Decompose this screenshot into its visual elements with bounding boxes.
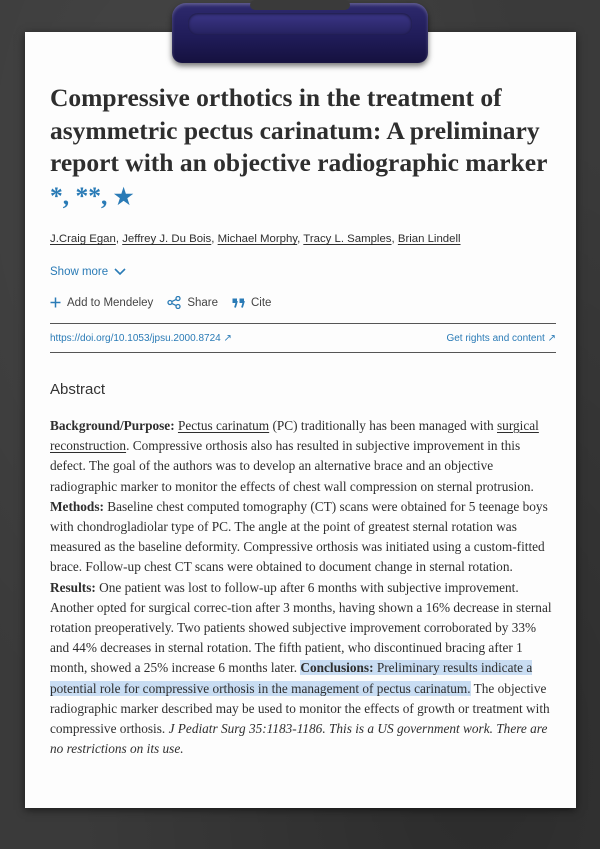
footnote-marks[interactable]: *, **, [50,180,108,210]
article-title [50,82,556,213]
rights-link[interactable]: Get rights and content ↗ [446,333,556,344]
author-link[interactable]: Michael Morphy [217,233,298,245]
surgical-reconstruction-link[interactable]: surgical reconstruction [50,418,539,454]
abstract-text: (PC) traditionally has been managed with [269,418,497,433]
mendeley-label: Add to Mendeley [67,296,154,309]
cite-label: Cite [251,296,272,309]
share-icon [167,296,181,309]
conclusions-label: Conclusions: [300,660,374,676]
abstract-text: The objective radiographic marker described may be used to monitor the effects of growth or treatment with compressive orthosis. [50,680,550,737]
author-list: J.Craig Egan, Jeffrey J. Du Bois, Michael Morphy, Tracy L. Samples, Brian Lindell [50,233,461,245]
show-more-label: Show more [50,266,109,278]
clip-hole [250,0,350,10]
article-toolbar [50,296,556,309]
doi-row [50,324,556,353]
share-button[interactable] [167,296,218,309]
results-label: Results: [50,579,96,595]
author-link[interactable]: Tracy L. Samples [303,233,392,245]
chevron-down-icon [114,268,126,276]
article-title-text: Compressive orthotics in the treatment of asymmetric pectus carinatum: A preliminary report with an objective radiographic marker [50,83,547,177]
abstract-text: Baseline chest computed tomography (CT) scans were obtained for 5 teenage boys with chondrogladiolar type of PC. The angle at the point of greatest sternal rotation was measured as the baseline deformity. Compressive orthosis was initiated using a custom-fitted brace. Follow-up chest CT scans were obtained to document change in sternal rotation. [50,498,548,575]
author-link[interactable]: J.Craig Egan [50,233,116,245]
star-icon[interactable]: ★ [113,183,134,209]
clip-inner [188,13,412,35]
background-label: Background/Purpose: [50,418,175,433]
abstract-text: One patient was lost to follow-up after 6 months with subjective improvement. Another opted for surgical correc-tion after 3 months, having shown a 16% decrease in sternal rotation preoperatively. Two patients showed subjective improvement corroborated by 33% and 44% decreases in sternal rotation. The fifth patient, who discontinued bracing after 1 month, showed a 25% increase 6 months later. [50,579,552,676]
citation-note: J Pediatr Surg 35:1183-1186. This is a US government work. There are no restrictions on its use. [50,721,548,757]
share-label: Share [187,296,218,309]
author-link[interactable]: Jeffrey J. Du Bois [122,233,212,245]
abstract-text: . Compressive orthosis also has resulted in subjective improvement in this defect. The goal of the authors was to develop an alternative brace and an objective radiographic marker to monitor the effects of chest wall compression on sternal protrusion. [50,438,534,494]
abstract-heading: Abstract [50,381,106,398]
clipboard-clip [172,3,428,63]
doi-link[interactable]: https://doi.org/10.1053/jpsu.2000.8724 ↗ [50,333,232,344]
quote-icon [232,298,245,308]
add-to-mendeley-button[interactable] [50,297,153,309]
methods-label: Methods: [50,498,104,514]
cite-button[interactable] [232,297,271,309]
pectus-carinatum-link[interactable]: Pectus carinatum [177,418,270,433]
paper-sheet [25,32,576,808]
show-more-button[interactable] [50,266,556,278]
plus-icon [50,297,61,308]
highlighted-conclusion: Preliminary results indicate a potential role for compressive orthosis in the management of pectus carinatum. [50,660,533,696]
article-content [50,82,556,759]
author-link[interactable]: Brian Lindell [397,233,461,245]
abstract-body [50,416,556,759]
